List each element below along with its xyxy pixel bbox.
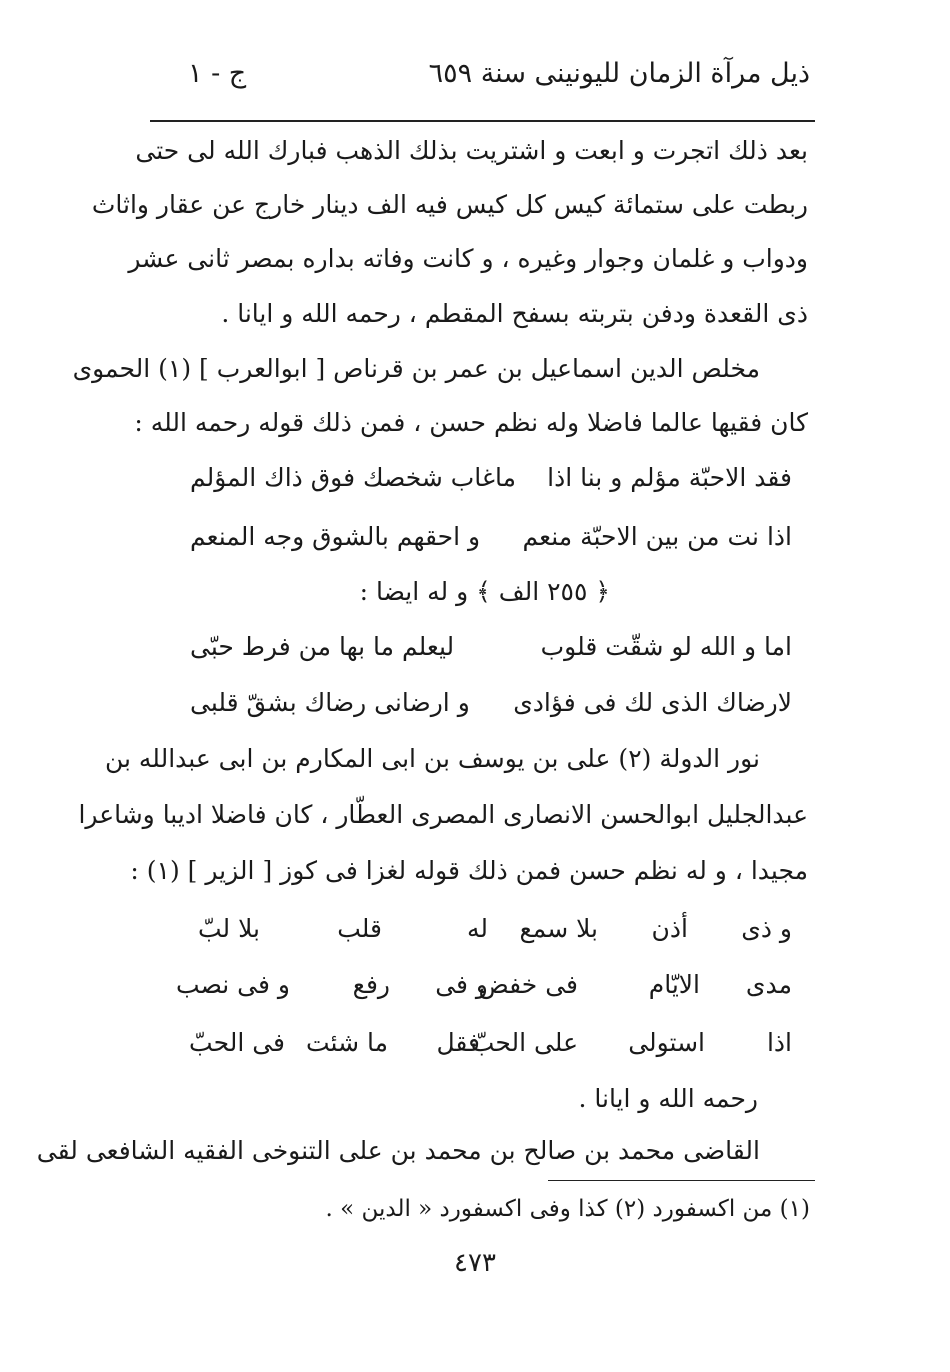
riddle-word: فى الحبّ <box>189 1028 285 1057</box>
verse-hemistich-left: و احقهم بالشوق وجه المنعم <box>190 522 481 551</box>
verse-hemistich-left: و ارضانى رضاك بشقّ قلبى <box>190 688 470 717</box>
riddle-word: و ذى <box>741 914 792 943</box>
verse-hemistich-right: لارضاك الذى لك فى فؤادى <box>513 688 792 717</box>
verse-hemistich-right: فقد الاحبّة مؤلم و بنا اذا <box>547 463 792 492</box>
riddle-word: بلا سمع <box>519 914 598 943</box>
text-line: بعد ذلك اتجرت و ابعت و اشتريت بذلك الذهب فبارك الله لى حتى <box>135 136 808 165</box>
riddle-word: ما شئت <box>306 1028 388 1057</box>
verse-hemistich-right: اذا نت من بين الاحبّة منعم <box>522 522 792 551</box>
riddle-word: رفع <box>352 970 390 999</box>
running-title: ذيل مرآة الزمان لليونينى سنة ٦٥٩ <box>428 58 810 89</box>
text-line: كان فقيها عالما فاضلا وله نظم حسن ، فمن ذلك قوله رحمه الله : <box>134 408 808 437</box>
text-line: رحمه الله و ايانا . <box>578 1084 758 1113</box>
text-line: مجيدا ، و له نظم حسن فمن ذلك قوله لغزا فى كوز [ الزير ] (١) : <box>130 856 808 885</box>
verse-hemistich-left: ليعلم ما بها من فرط حبّى <box>190 632 455 661</box>
riddle-word: بلا لبّ <box>198 914 260 943</box>
text-line: ربطت على ستمائة كيس كل كيس فيه الف دينار خارج عن عقار واثاث <box>91 190 808 219</box>
text-line: مخلص الدين اسماعيل بن عمر بن قرناص [ ابوالعرب ] (١) الحموى <box>72 354 760 383</box>
riddle-word: له <box>466 914 488 943</box>
text-line: عبدالجليل ابوالحسن الانصارى المصرى العطّار ، كان فاضلا اديبا وشاعرا <box>78 800 808 829</box>
riddle-word: قلب <box>337 914 382 943</box>
verse-hemistich-right: اما و الله لو شقّت قلوب <box>540 632 792 661</box>
header-rule <box>150 120 815 122</box>
text-line: ذى القعدة ودفن بتربته بسفح المقطم ، رحمه الله و ايانا . <box>221 299 808 328</box>
verse-hemistich-left: ماغاب شخصك فوق ذاك المؤلم <box>190 463 516 492</box>
page-number: ٤٧٣ <box>454 1248 496 1278</box>
riddle-word: و فى نصب <box>176 970 290 999</box>
riddle-word: فقل <box>436 1028 480 1057</box>
folio-marker-line: ﴿ ٢٥٥ الف ﴾ و له ايضا : <box>359 577 610 606</box>
riddle-word: الايّام <box>648 970 700 999</box>
text-line: نور الدولة (٢) على بن يوسف بن ابى المكارم بن ابى عبدالله بن <box>104 744 760 773</box>
running-header <box>170 58 810 108</box>
riddle-word: استولى <box>628 1028 705 1057</box>
riddle-word: مدى <box>745 970 792 999</box>
riddle-word: و فى <box>435 970 488 999</box>
footnote: (١) من اكسفورد (٢) كذا وفى اكسفورد « الدين » . <box>325 1196 810 1222</box>
text-line: القاضى محمد بن صالح بن محمد بن على التنوخى الفقيه الشافعى لقى <box>36 1136 760 1165</box>
riddle-word: أذن <box>651 914 688 943</box>
text-line: ودواب و غلمان وجوار وغيره ، و كانت وفاته بداره بمصر ثانى عشر <box>128 244 808 273</box>
riddle-word: اذا <box>766 1028 792 1057</box>
volume-marker: ج - ١ <box>188 58 247 89</box>
riddle-word: فى خفض <box>478 970 578 999</box>
riddle-word: على الحبّ <box>470 1028 578 1057</box>
footnote-rule <box>548 1180 815 1181</box>
